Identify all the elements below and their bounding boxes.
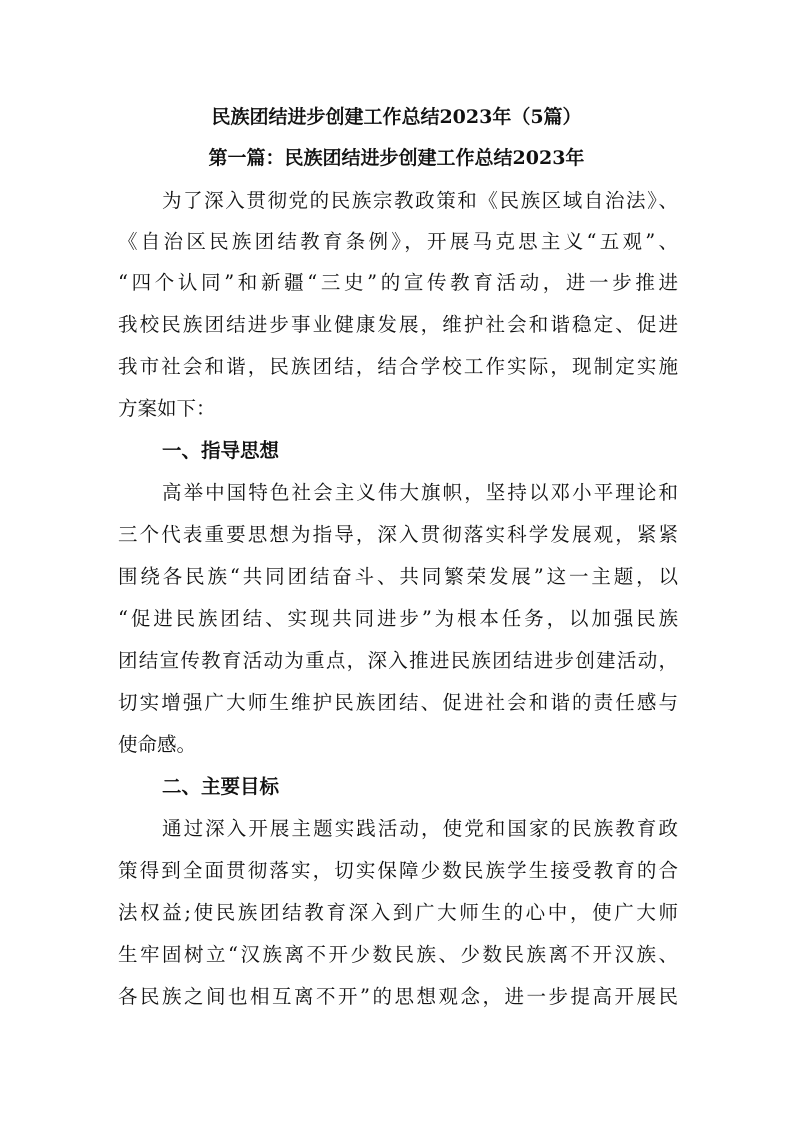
goal-line: 各民族之间也相互离不开”的思想观念，进一步提高开展民: [118, 985, 678, 1008]
intro-line: 我校民族团结进步事业健康发展，维护社会和谐稳定、促进: [118, 313, 678, 336]
goal-line: 通过深入开展主题实践活动，使党和国家的民族教育政: [162, 817, 678, 840]
intro-line: 我市社会和谐，民族团结，结合学校工作实际，现制定实施: [118, 355, 678, 378]
intro-line: “四个认同”和新疆“三史”的宣传教育活动，进一步推进: [118, 271, 678, 294]
guiding-line: 使命感。: [118, 733, 197, 756]
intro-line: 《自治区民族团结教育条例》，开展马克思主义“五观”、: [118, 230, 678, 253]
goal-line: 策得到全面贯彻落实，切实保障少数民族学生接受教育的合: [118, 859, 678, 882]
heading-guiding-ideology: 一、指导思想: [162, 439, 280, 462]
guiding-line: 切实增强广大师生维护民族团结、促进社会和谐的责任感与: [118, 691, 678, 714]
goal-line: 生牢固树立“汉族离不开少数民族、少数民族离不开汉族、: [118, 943, 678, 966]
guiding-line: “促进民族团结、实现共同进步”为根本任务，以加强民族: [118, 607, 678, 630]
guiding-line: 三个代表重要思想为指导，深入贯彻落实科学发展观，紧紧: [118, 523, 678, 546]
intro-line: 为了深入贯彻党的民族宗教政策和《民族区域自治法》、: [162, 189, 678, 212]
part-title: 第一篇：民族团结进步创建工作总结2023年: [208, 147, 585, 169]
guiding-line: 团结宣传教育活动为重点，深入推进民族团结进步创建活动，: [118, 649, 678, 672]
goal-line: 法权益;使民族团结教育深入到广大师生的心中，使广大师: [118, 901, 678, 924]
heading-main-goals: 二、主要目标: [162, 775, 280, 798]
guiding-line: 高举中国特色社会主义伟大旗帜，坚持以邓小平理论和: [162, 481, 678, 504]
guiding-line: 围绕各民族“共同团结奋斗、共同繁荣发展”这一主题，以: [118, 565, 678, 588]
intro-line: 方案如下：: [118, 397, 216, 420]
document-title: 民族团结进步创建工作总结2023年（5篇）: [211, 106, 582, 128]
